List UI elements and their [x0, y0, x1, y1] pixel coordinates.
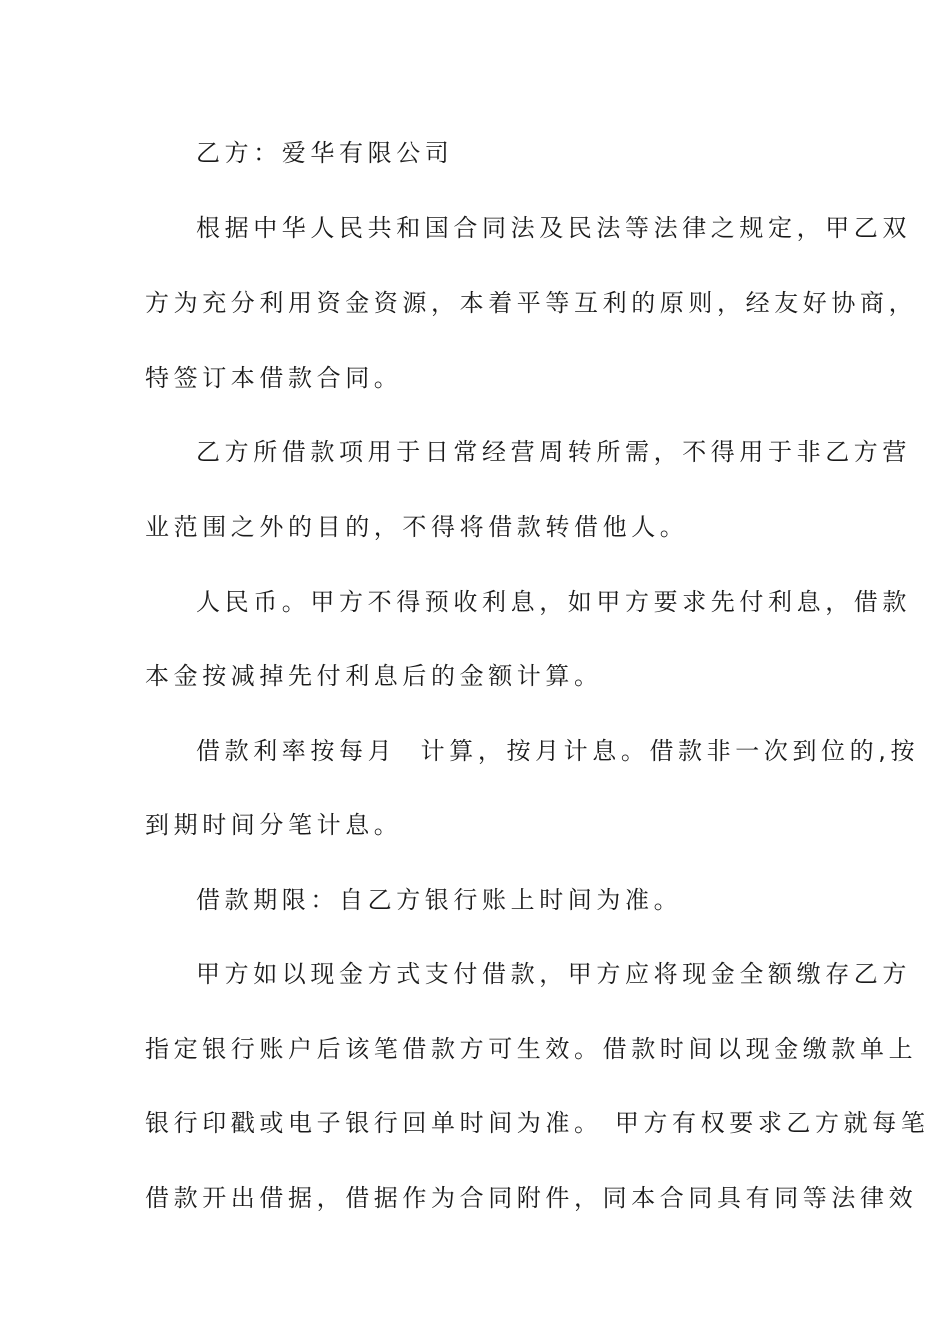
payment-line-4: 借款开出借据，借据作为合同附件，同本合同具有同等法律效	[145, 1184, 918, 1212]
interest-line-2: 到期时间分笔计息。	[145, 811, 403, 839]
amount-line-2: 本金按减掉先付利息后的金额计算。	[145, 662, 603, 690]
preamble-line-1: 根据中华人民共和国合同法及民法等法律之规定，甲乙双	[196, 214, 911, 242]
payment-line-2: 指定银行账户后该笔借款方可生效。借款时间以现金缴款单上	[145, 1035, 918, 1063]
purpose-line-2: 业范围之外的目的，不得将借款转借他人。	[145, 513, 689, 541]
purpose-line-1: 乙方所借款项用于日常经营周转所需，不得用于非乙方营	[196, 438, 911, 466]
interest-line-1: 借款利率按每月 计算，按月计息。借款非一次到位的,按	[196, 737, 920, 765]
preamble-line-3: 特签订本借款合同。	[145, 364, 403, 392]
payment-line-3: 银行印戳或电子银行回单时间为准。 甲方有权要求乙方就每笔	[145, 1109, 930, 1137]
party-b-line: 乙方：爱华有限公司	[196, 139, 454, 167]
term-line: 借款期限：自乙方银行账上时间为准。	[196, 886, 683, 914]
amount-line-1: 人民币。甲方不得预收利息，如甲方要求先付利息，借款	[196, 588, 911, 616]
payment-line-1: 甲方如以现金方式支付借款，甲方应将现金全额缴存乙方	[196, 960, 911, 988]
preamble-line-2: 方为充分利用资金资源，本着平等互利的原则，经友好协商，	[145, 289, 918, 317]
